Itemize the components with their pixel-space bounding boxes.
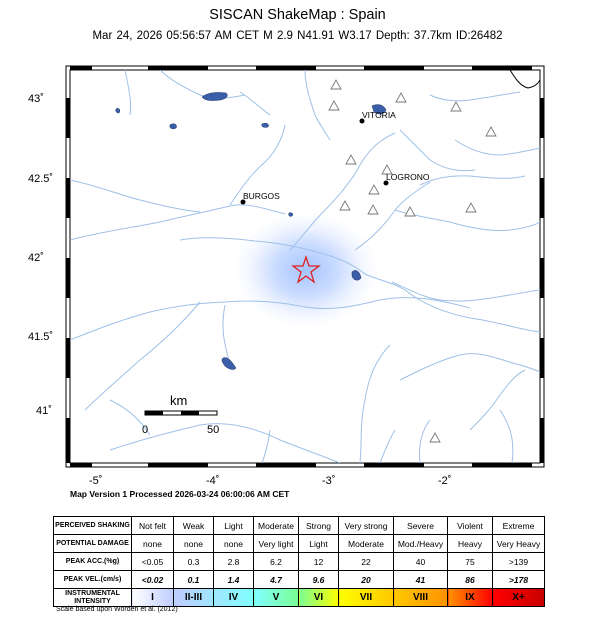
legend-cell: 9.6: [299, 571, 339, 589]
legend-cell: 40: [394, 553, 448, 571]
legend-cell: Very strong: [339, 517, 394, 535]
legend-cell: Heavy: [448, 535, 493, 553]
intensity-cell: II-III: [174, 589, 214, 607]
intensity-cell: I: [132, 589, 174, 607]
legend-cell: 0.3: [174, 553, 214, 571]
legend-cell: 0.1: [174, 571, 214, 589]
legend-cell: <0.02: [132, 571, 174, 589]
scale-start: 0: [142, 424, 149, 436]
row-label: INSTRUMENTAL INTENSITY: [54, 589, 132, 607]
scale-footnote: Scale based upon Worden et al. (2012): [56, 606, 178, 613]
legend-cell: <0.05: [132, 553, 174, 571]
lon-label: -3˚: [322, 475, 336, 487]
intensity-cell: VII: [339, 589, 394, 607]
lon-label: -5˚: [89, 475, 103, 487]
scale-end: 50: [207, 424, 220, 436]
legend-cell: Weak: [174, 517, 214, 535]
legend-cell: Light: [299, 535, 339, 553]
intensity-legend: [53, 516, 545, 607]
row-label: PERCEIVED SHAKING: [54, 517, 132, 535]
lon-label: -4˚: [206, 475, 220, 487]
legend-row-damage: [54, 535, 545, 553]
lon-label: -2˚: [438, 475, 452, 487]
legend-cell: Extreme: [493, 517, 545, 535]
city-label-vitoria: VITORIA: [362, 110, 396, 120]
map-version: Map Version 1 Processed 2026-03-24 06:00:06 AM CET: [70, 489, 290, 499]
legend-cell: none: [174, 535, 214, 553]
legend-cell: Violent: [448, 517, 493, 535]
legend-cell: >139: [493, 553, 545, 571]
intensity-cell: VI: [299, 589, 339, 607]
legend-cell: >178: [493, 571, 545, 589]
legend-cell: none: [132, 535, 174, 553]
shaking-intensity-area: [234, 212, 378, 328]
intensity-cell: V: [254, 589, 299, 607]
legend-cell: Very Heavy: [493, 535, 545, 553]
legend-cell: Very light: [254, 535, 299, 553]
map-title: SISCAN ShakeMap : Spain: [209, 7, 386, 23]
legend-row-acc: [54, 553, 545, 571]
legend-cell: 12: [299, 553, 339, 571]
legend-cell: Mod./Heavy: [394, 535, 448, 553]
lat-label: 42.5˚: [28, 173, 54, 185]
legend-cell: 6.2: [254, 553, 299, 571]
row-label: POTENTIAL DAMAGE: [54, 535, 132, 553]
intensity-cell: VIII: [394, 589, 448, 607]
legend-cell: 2.8: [214, 553, 254, 571]
legend-row-vel: [54, 571, 545, 589]
legend-cell: none: [214, 535, 254, 553]
intensity-cell: IV: [214, 589, 254, 607]
lat-label: 41˚: [36, 405, 52, 417]
legend-cell: Moderate: [339, 535, 394, 553]
lat-label: 42˚: [28, 252, 44, 264]
legend-row-shaking: [54, 517, 545, 535]
city-label-logrono: LOGRONO: [386, 172, 430, 182]
lat-label: 43˚: [28, 93, 44, 105]
legend-cell: 20: [339, 571, 394, 589]
row-label: PEAK VEL.(cm/s): [54, 571, 132, 589]
intensity-cell: IX: [448, 589, 493, 607]
legend-cell: 41: [394, 571, 448, 589]
scale-unit: km: [170, 393, 188, 408]
intensity-cell: X+: [493, 589, 545, 607]
city-label-burgos: BURGOS: [243, 191, 280, 201]
row-label: PEAK ACC.(%g): [54, 553, 132, 571]
legend-cell: Strong: [299, 517, 339, 535]
legend-cell: 75: [448, 553, 493, 571]
legend-cell: Light: [214, 517, 254, 535]
legend-cell: Moderate: [254, 517, 299, 535]
legend-cell: 1.4: [214, 571, 254, 589]
lat-label: 41.5˚: [28, 331, 54, 343]
legend-cell: Not felt: [132, 517, 174, 535]
legend-cell: 4.7: [254, 571, 299, 589]
event-info: Mar 24, 2026 05:56:57 AM CET M 2.9 N41.91 W3.17 Depth: 37.7km ID:26482: [92, 30, 503, 42]
legend-cell: 22: [339, 553, 394, 571]
legend-row-intensity: [54, 589, 545, 607]
legend-cell: Severe: [394, 517, 448, 535]
legend-cell: 86: [448, 571, 493, 589]
